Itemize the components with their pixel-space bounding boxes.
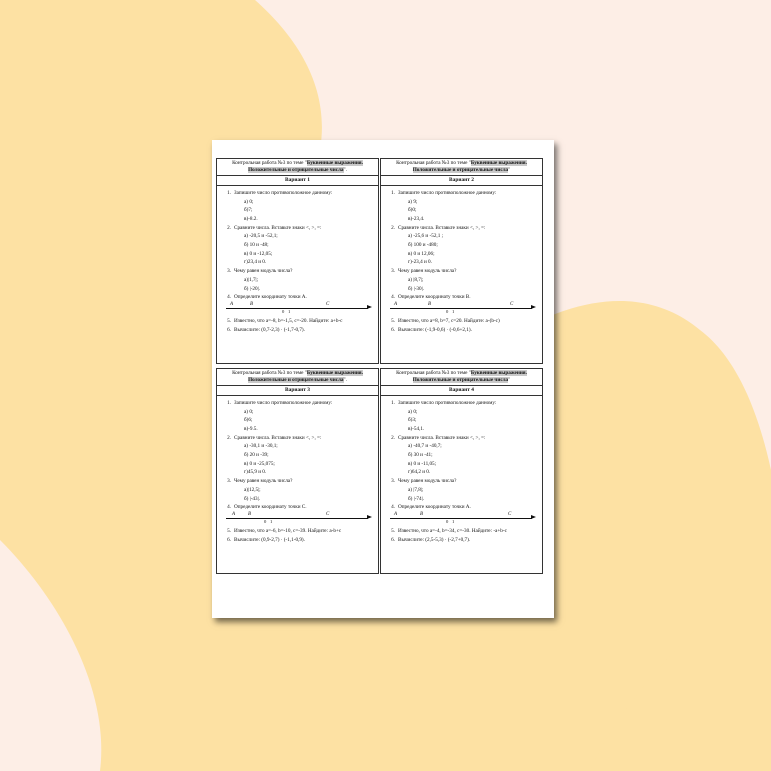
answer-option: а) |8,7|; — [408, 276, 424, 283]
question-text: Чему равен модуль числа? — [398, 478, 457, 485]
point-label: В — [248, 511, 252, 517]
question-text: Запишите число противоположное данному: — [398, 189, 497, 196]
question-text: Чему равен модуль числа? — [398, 268, 457, 275]
question — [384, 268, 539, 275]
answer-option: б)7; — [244, 207, 253, 214]
question — [220, 435, 375, 442]
question-text: Вычислите: (0,7-2,3) · (-1,7-0,7). — [234, 326, 305, 333]
question-number: 5. — [391, 317, 395, 324]
question — [220, 225, 375, 232]
card-title — [381, 159, 542, 176]
answer-option: а) -20,5 и -52,1; — [244, 233, 278, 240]
question-text: Сравните числа. Вставьте знаки <, >, =: — [398, 224, 486, 231]
variant-card — [380, 158, 543, 364]
answer-option: б) 20 и -39; — [244, 452, 269, 459]
arrow-icon — [367, 305, 372, 309]
question-number: 1. — [391, 399, 395, 406]
point-label: А — [230, 301, 234, 307]
title-text: Контрольная работа №3 по теме " — [232, 160, 307, 166]
question-number: 1. — [391, 189, 395, 196]
point-label: А — [394, 511, 398, 517]
title-end: ". — [343, 377, 347, 384]
arrow-icon — [367, 515, 372, 519]
title-topic: Буквенные выражения. Положительные и отрицательные числа — [248, 370, 363, 384]
question-number: 4. — [391, 504, 395, 511]
question — [220, 327, 375, 334]
question-number: 6. — [391, 326, 395, 333]
question — [384, 327, 539, 334]
question-number: 5. — [391, 527, 395, 534]
question-text: Известно, что a=-6, b=-10, c=-39. Найдите: a-b+c — [234, 527, 342, 534]
answer-option: г)-23,4 и 0. — [408, 259, 432, 266]
question-text: Чему равен модуль числа? — [234, 478, 293, 485]
title-text: Контрольная работа №3 по теме " — [396, 160, 471, 166]
question — [384, 318, 539, 325]
question-number: 3. — [391, 478, 395, 485]
question-number: 5. — [227, 317, 231, 324]
question-number: 3. — [391, 268, 395, 275]
answer-option: в)-23,4. — [408, 216, 425, 223]
point-label: С — [510, 301, 514, 307]
answer-option: б) |-20|. — [244, 285, 260, 292]
question-text: Известно, что a=-4, b=-34, c=-30. Найдите: -a+b-c — [398, 527, 507, 534]
answer-option: б)0; — [408, 207, 417, 214]
card-title — [381, 369, 542, 386]
answer-option: а)|1,7|; — [244, 276, 259, 283]
question-text: Вычислите: (-1,9-0,6) · (-0,6+2,1). — [398, 326, 472, 333]
answer-option: б) 10 и -48; — [244, 242, 269, 249]
question-list — [217, 186, 378, 333]
answer-option: а) 9; — [408, 198, 418, 205]
question-number: 6. — [227, 536, 231, 543]
answer-option: г)64,2 и 0. — [408, 469, 431, 476]
question-number: 4. — [227, 294, 231, 301]
tick-label: 0 — [446, 518, 449, 524]
number-line — [390, 302, 536, 316]
title-end: " — [508, 167, 511, 174]
question-text: Запишите число противоположное данному: — [234, 189, 333, 196]
tick-label: 0 — [446, 308, 449, 314]
question-text: Запишите число противоположное данному: — [398, 399, 497, 406]
answer-option: а) -25,6 и -52,1 ; — [408, 233, 444, 240]
variant-heading: Вариант 1 — [217, 176, 378, 186]
question — [384, 400, 539, 407]
arrow-icon — [531, 515, 536, 519]
point-label: А — [394, 301, 398, 307]
question — [220, 400, 375, 407]
point-label: С — [326, 301, 330, 307]
answer-option: б) 30 и -41; — [408, 452, 433, 459]
answer-option: б) |-43|. — [244, 495, 260, 502]
question-number: 3. — [227, 478, 231, 485]
answer-option: а) |7,8|; — [408, 486, 424, 493]
point-label: С — [508, 511, 512, 517]
question-text: Запишите число противоположное данному: — [234, 399, 333, 406]
question — [384, 435, 539, 442]
question — [220, 504, 375, 511]
answer-option: в) 0 и -12,05; — [244, 250, 273, 257]
question — [384, 225, 539, 232]
answer-option: б)6; — [244, 417, 253, 424]
answer-option: г)23,4 и 0. — [244, 259, 267, 266]
title-text: Контрольная работа №3 по теме " — [396, 370, 471, 376]
question-text: Определите координату точки С. — [234, 504, 307, 511]
variant-heading: Вариант 3 — [217, 386, 378, 396]
answer-option: а) 0; — [244, 408, 254, 415]
question-text: Сравните числа. Вставьте знаки <, >, =: — [234, 224, 322, 231]
variant-card — [216, 158, 379, 364]
question-number: 2. — [391, 224, 395, 231]
question — [220, 294, 375, 301]
answer-option: а) -30,1 и -30,1; — [244, 443, 278, 450]
tick-label: 0 — [282, 308, 285, 314]
point-label: А — [232, 511, 236, 517]
title-topic: Буквенные выражения. Положительные и отрицательные числа — [248, 160, 363, 174]
question-list — [381, 186, 542, 333]
card-title — [217, 159, 378, 176]
question — [384, 478, 539, 485]
answer-option: в)-8.2. — [244, 216, 258, 223]
number-line — [390, 512, 536, 526]
number-line — [226, 302, 372, 316]
title-text: Контрольная работа №3 по теме " — [232, 370, 307, 376]
tick-label: 1 — [288, 308, 291, 314]
variant-card — [380, 368, 543, 574]
answer-option: а) 0; — [244, 198, 254, 205]
point-label: В — [428, 301, 432, 307]
question-number: 3. — [227, 268, 231, 275]
question-text: Известно, что a=-8, b=-1,5, c=-20. Найдите: a+b-c — [234, 317, 343, 324]
variant-heading: Вариант 2 — [381, 176, 542, 186]
answer-option: г)45,9 и 0. — [244, 469, 267, 476]
question-number: 4. — [227, 504, 231, 511]
question-text: Сравните числа. Вставьте знаки <, >, =: — [398, 434, 486, 441]
question-number: 4. — [391, 294, 395, 301]
question — [384, 537, 539, 544]
point-label: В — [420, 511, 424, 517]
tick-label: 0 — [264, 518, 267, 524]
question-number: 2. — [227, 434, 231, 441]
tick-label: 1 — [270, 518, 273, 524]
question — [384, 504, 539, 511]
question-number: 1. — [227, 189, 231, 196]
variant-card — [216, 368, 379, 574]
question-list — [381, 396, 542, 543]
question — [220, 528, 375, 535]
question-text: Вычислите: (0,9-2,7) · (-1,1-0,9). — [234, 536, 305, 543]
number-line — [226, 512, 372, 526]
question — [384, 528, 539, 535]
title-end: ". — [343, 167, 347, 174]
answer-option: а)|12,5|; — [244, 486, 261, 493]
question — [384, 190, 539, 197]
answer-option: б) |-30|. — [408, 285, 424, 292]
number-line-axis — [226, 308, 368, 309]
question-text: Чему равен модуль числа? — [234, 268, 293, 275]
question — [220, 318, 375, 325]
answer-option: б) 100 и -480; — [408, 242, 438, 249]
question-text: Определите координату точки А. — [398, 504, 471, 511]
answer-option: в)-9.5. — [244, 426, 258, 433]
question-number: 2. — [391, 434, 395, 441]
answer-option: а) 0; — [408, 408, 418, 415]
question-number: 5. — [227, 527, 231, 534]
question-number: 6. — [227, 326, 231, 333]
question-text: Известно, что a=8, b=7, c=20. Найдите: a-(b-c) — [398, 317, 500, 324]
question-list — [217, 396, 378, 543]
question — [220, 478, 375, 485]
variant-heading: Вариант 4 — [381, 386, 542, 396]
question — [220, 537, 375, 544]
question-number: 2. — [227, 224, 231, 231]
answer-option: б) |-74|. — [408, 495, 424, 502]
answer-option: в) 0 и -25,075; — [244, 460, 275, 467]
question-number: 6. — [391, 536, 395, 543]
point-label: С — [326, 511, 330, 517]
answer-option: в) 0 и 12,06; — [408, 250, 435, 257]
question — [384, 294, 539, 301]
tick-label: 1 — [452, 518, 455, 524]
worksheet-page — [212, 140, 554, 618]
question — [220, 190, 375, 197]
answer-option: а) -40,7 и -40,7; — [408, 443, 442, 450]
answer-option: в) 0 и -11,05; — [408, 460, 437, 467]
question-text: Сравните числа. Вставьте знаки <, >, =: — [234, 434, 322, 441]
question-text: Определите координату точки А. — [234, 294, 307, 301]
point-label: В — [250, 301, 254, 307]
card-title — [217, 369, 378, 386]
tick-label: 1 — [452, 308, 455, 314]
question — [220, 268, 375, 275]
question-text: Вычислите: (2,5-5,3) · (-2,7+0,7). — [398, 536, 471, 543]
title-topic: Буквенные выражения. Положительные и отрицательные числа — [412, 370, 527, 384]
answer-option: в)-54,1. — [408, 426, 425, 433]
question-text: Определите координату точки В. — [398, 294, 471, 301]
answer-option: б)3; — [408, 417, 417, 424]
title-topic: Буквенные выражения. Положительные и отрицательные числа — [412, 160, 527, 174]
arrow-icon — [531, 305, 536, 309]
question-number: 1. — [227, 399, 231, 406]
title-end: " — [508, 377, 511, 384]
